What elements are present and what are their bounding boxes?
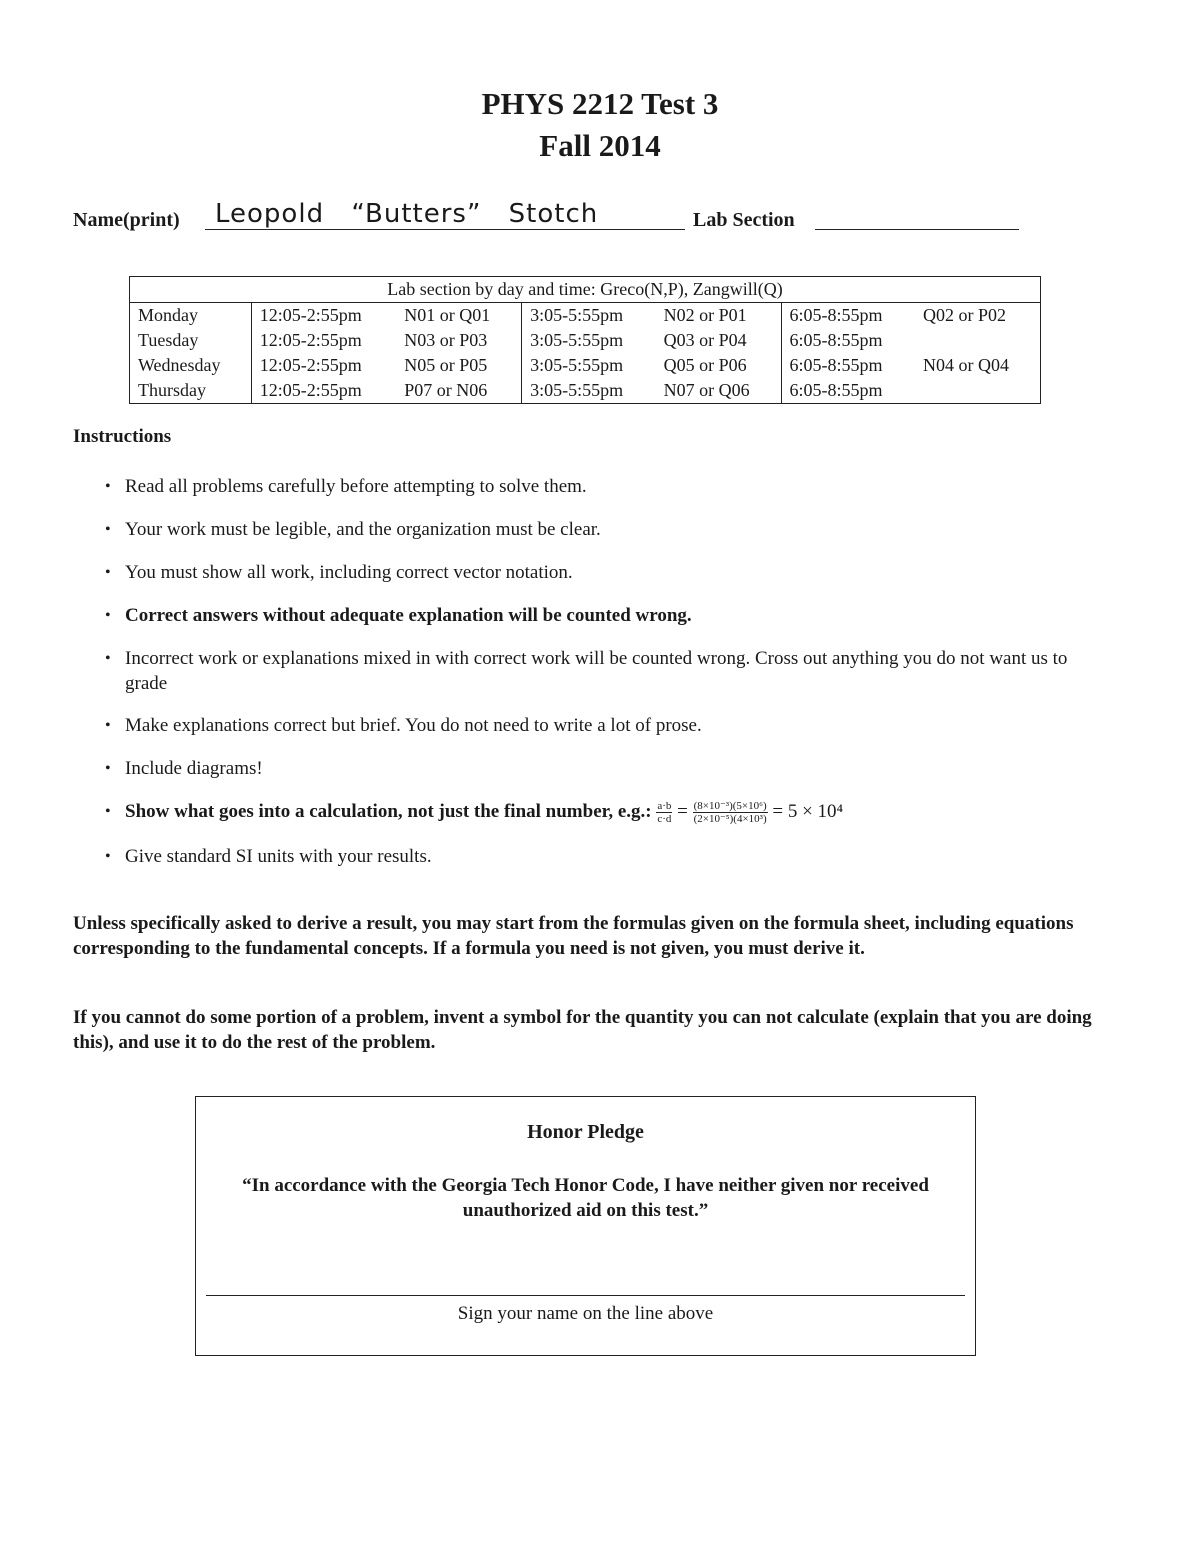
lab-section-field[interactable] bbox=[815, 209, 1019, 230]
time-cell: 12:05-2:55pm bbox=[251, 328, 396, 353]
section-cell: Q02 or P02 bbox=[923, 305, 1007, 325]
section-cell bbox=[915, 328, 1040, 353]
time-cell: 12:05-2:55pm bbox=[251, 378, 396, 404]
instructions-heading: Instructions bbox=[73, 426, 172, 447]
instruction-text: Your work must be legible, and the organization must be clear. bbox=[125, 519, 601, 540]
bullet-icon: • bbox=[105, 848, 111, 865]
instruction-text: Make explanations correct but brief. You do not need to write a lot of prose. bbox=[125, 715, 702, 736]
exam-title: PHYS 2212 Test 3 bbox=[481, 86, 719, 121]
example-result: = 5 × 10⁴ bbox=[772, 801, 844, 822]
time-cell: 3:05-5:55pm bbox=[522, 303, 656, 329]
name-handwritten-value: Leopold “Butters” Stotch bbox=[215, 199, 599, 229]
symbol-paragraph: If you cannot do some portion of a problem, invent a symbol for the quantity you can not calculate (explain that you are doing this), and use it to do the rest of the problem. bbox=[73, 1007, 1092, 1053]
instruction-text: Incorrect work or explanations mixed in with correct work will be counted wrong. Cross out anything you do not want us to grade bbox=[125, 648, 1068, 694]
section-cell: N02 or P01 bbox=[663, 305, 747, 325]
section-cell: N03 or P03 bbox=[404, 330, 488, 350]
list-item bbox=[105, 844, 1100, 869]
time-cell: 3:05-5:55pm bbox=[522, 328, 656, 353]
table-row bbox=[130, 328, 1041, 353]
instruction-text: You must show all work, including correct vector notation. bbox=[125, 562, 573, 583]
section-cell: N07 or Q06 bbox=[663, 380, 750, 400]
time-cell: 6:05-8:55pm bbox=[781, 378, 915, 404]
name-field[interactable] bbox=[205, 195, 685, 230]
time-cell: 12:05-2:55pm bbox=[251, 353, 396, 378]
list-item bbox=[105, 756, 1100, 781]
list-item bbox=[105, 517, 1100, 542]
section-cell: Q03 or P04 bbox=[663, 330, 747, 350]
name-label: Name(print) bbox=[73, 209, 180, 231]
pledge-quote: “In accordance with the Georgia Tech Honor Code, I have neither given nor received unauthorized aid on this test.” bbox=[242, 1175, 929, 1221]
instruction-text: Correct answers without adequate explanation will be counted wrong. bbox=[125, 605, 692, 626]
signature-caption: Sign your name on the line above bbox=[457, 1303, 714, 1324]
exam-term: Fall 2014 bbox=[539, 128, 661, 163]
list-item bbox=[105, 713, 1100, 738]
example-fraction-lhs: $\frac{a\cdot b}{c\cdot d}$ bbox=[657, 800, 672, 826]
list-item bbox=[105, 474, 1100, 499]
bullet-icon: • bbox=[105, 607, 111, 624]
day-cell: Thursday bbox=[138, 380, 206, 400]
bullet-icon: • bbox=[105, 521, 111, 538]
section-cell: P07 or N06 bbox=[404, 380, 488, 400]
section-cell: N04 or Q04 bbox=[923, 355, 1010, 375]
day-cell: Tuesday bbox=[138, 330, 199, 350]
formula-paragraph: Unless specifically asked to derive a result, you may start from the formulas given on the formula sheet, including equations corresponding to the fundamental concepts. If a formula you need is not given, you must derive it. bbox=[73, 913, 1074, 959]
day-cell: Monday bbox=[138, 305, 198, 325]
lab-section-table bbox=[129, 276, 1041, 404]
list-item bbox=[105, 603, 1100, 628]
section-cell: Q05 or P06 bbox=[663, 355, 747, 375]
instruction-text: Read all problems carefully before attempting to solve them. bbox=[125, 476, 587, 497]
bullet-icon: • bbox=[105, 650, 111, 667]
time-cell: 12:05-2:55pm bbox=[251, 303, 396, 329]
bullet-icon: • bbox=[105, 564, 111, 581]
lab-section-label: Lab Section bbox=[693, 209, 795, 231]
time-cell: 6:05-8:55pm bbox=[781, 353, 915, 378]
list-item: • Show what goes into a calculation, not just the final number, e.g.: $\frac{a\cdot b}{c\cdot d}$ = $\frac{\text{(8×10⁻³)(5×10⁶)}}{\text{(2×10⁻⁵)(4×10³)}}$ = 5 × 10⁴ bbox=[105, 800, 844, 826]
pledge-title: Honor Pledge bbox=[527, 1121, 644, 1143]
table-row bbox=[130, 378, 1041, 404]
table-row bbox=[130, 303, 1041, 329]
time-cell: 3:05-5:55pm bbox=[522, 353, 656, 378]
signature-line[interactable] bbox=[206, 1295, 965, 1296]
list-item bbox=[105, 560, 1100, 585]
time-cell: 6:05-8:55pm bbox=[781, 303, 915, 329]
honor-pledge-box bbox=[195, 1096, 976, 1356]
instruction-text: Give standard SI units with your results. bbox=[125, 846, 432, 867]
time-cell: 6:05-8:55pm bbox=[781, 328, 915, 353]
instruction-text: Include diagrams! bbox=[125, 758, 263, 779]
list-item bbox=[105, 646, 1100, 696]
instruction-text: Show what goes into a calculation, not just the final number, e.g.: bbox=[125, 801, 652, 822]
example-fraction-rhs: $\frac{\text{(8×10⁻³)(5×10⁶)}}{\text{(2×10⁻⁵)(4×10³)}}$ bbox=[693, 800, 767, 826]
bullet-icon: • bbox=[105, 760, 111, 777]
section-cell: N05 or P05 bbox=[404, 355, 488, 375]
bullet-icon: • bbox=[105, 478, 111, 495]
section-cell bbox=[915, 378, 1040, 404]
lab-table-caption: Lab section by day and time: Greco(N,P), Zangwill(Q) bbox=[130, 277, 1041, 303]
bullet-icon: • bbox=[105, 717, 111, 734]
table-row bbox=[130, 353, 1041, 378]
time-cell: 3:05-5:55pm bbox=[522, 378, 656, 404]
bullet-icon: • bbox=[105, 803, 111, 820]
name-row bbox=[73, 196, 1033, 236]
day-cell: Wednesday bbox=[138, 355, 221, 375]
section-cell: N01 or Q01 bbox=[404, 305, 491, 325]
